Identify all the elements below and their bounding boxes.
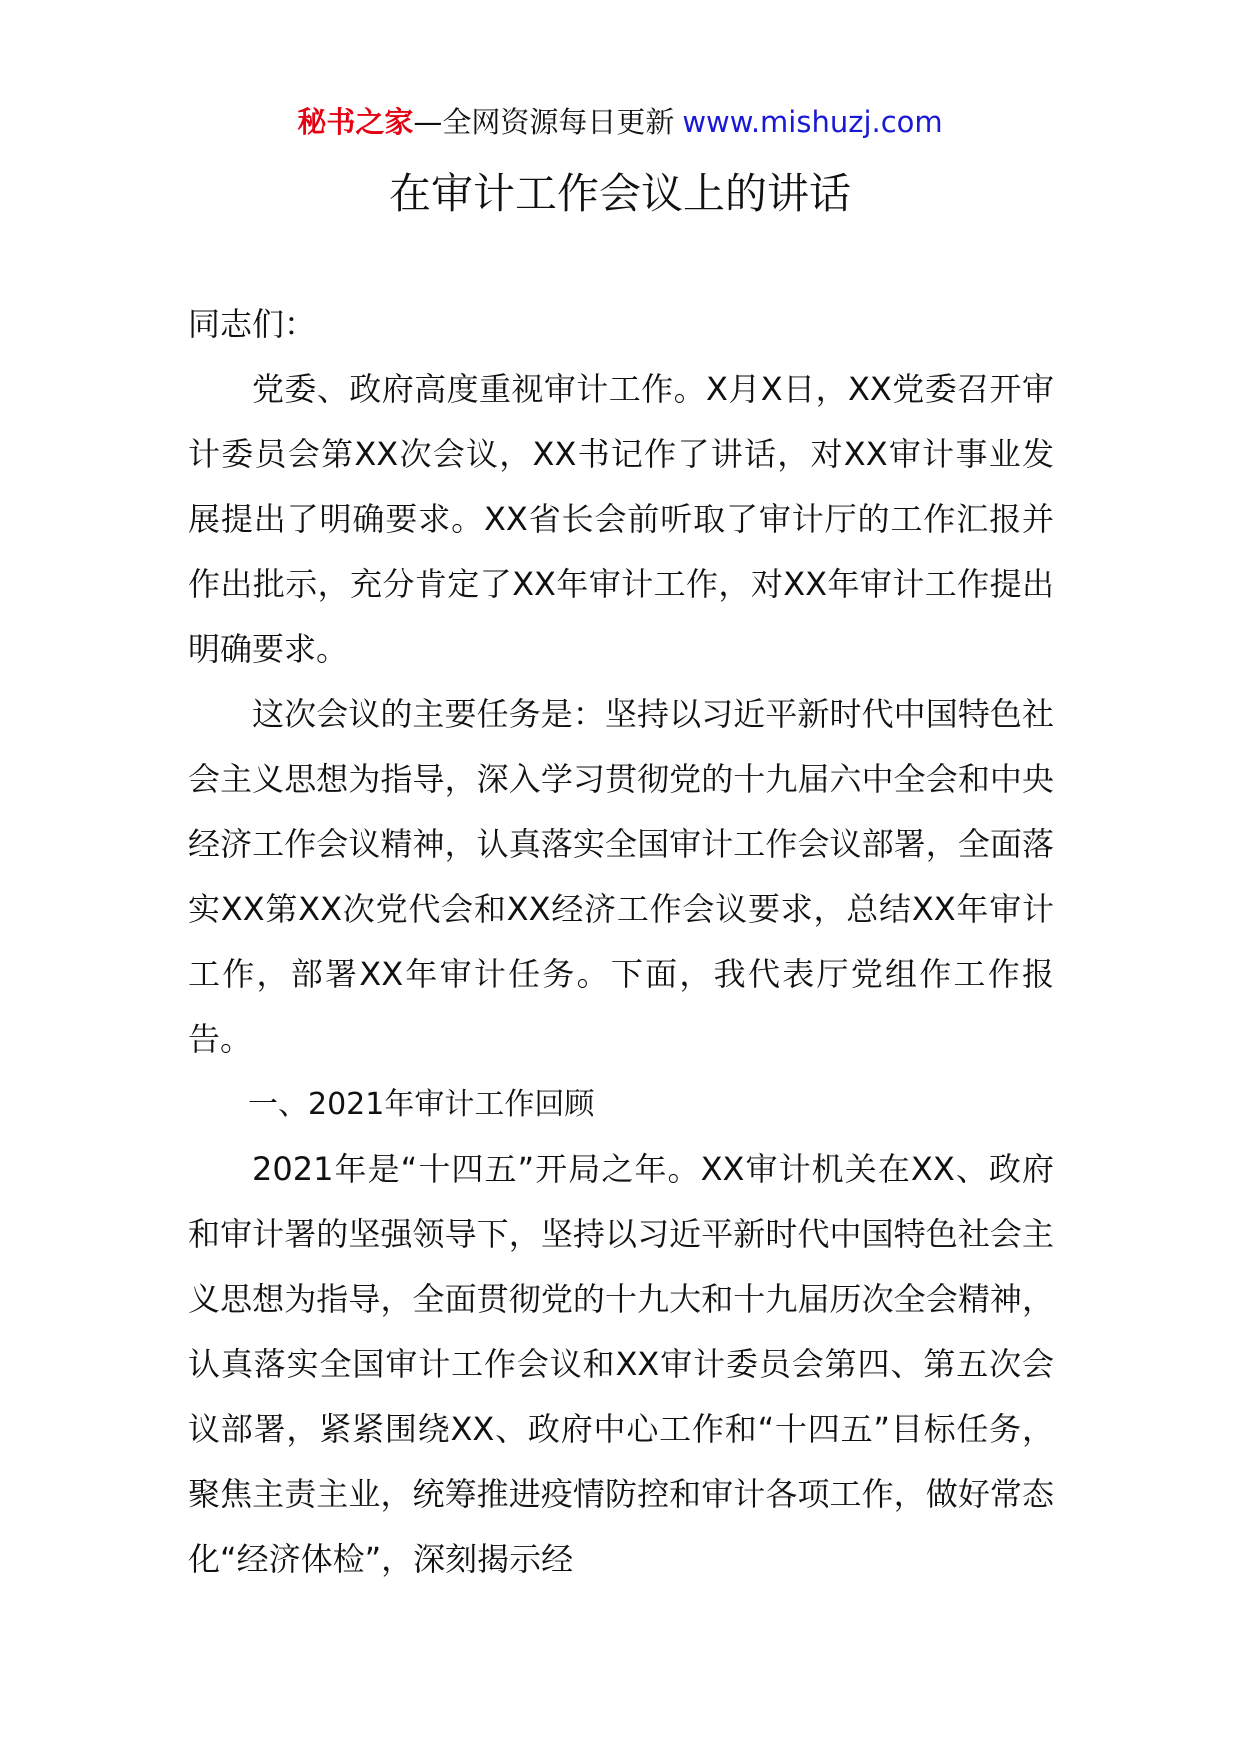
brand-name: 秘书之家 [297, 105, 414, 139]
paragraph-2: 这次会议的主要任务是：坚持以习近平新时代中国特色社会主义思想为指导，深入学习贯彻党的十九届六中全会和中央经济工作会议精神，认真落实全国审计工作会议部署，全面落实XX第XX次党代会和XX经济工作会议要求，总结XX年审计工作，部署XX年审计任务。下面，我代表厅党组作工作报告。 [188, 695, 1054, 1058]
website-link[interactable]: www.mishuzj.com [682, 105, 943, 139]
page-title: 在审计工作会议上的讲话 [388, 169, 851, 218]
section-paragraph: 2021年是“十四五”开局之年。XX审计机关在XX、政府和审计署的坚强领导下，坚持以习近平新时代中国特色社会主义思想为指导，全面贯彻党的十九大和十九届历次全会精神，认真落实全国审计工作会议和XX审计委员会第四、第五次会议部署，紧紧围绕XX、政府中心工作和“十四五”目标任务，聚焦主责主业，统筹推进疫情防控和审计各项工作，做好常态化“经济体检”，深刻揭示经 [188, 1150, 1054, 1578]
paragraph-1: 党委、政府高度重视审计工作。X月X日，XX党委召开审计委员会第XX次会议，XX书记作了讲话，对XX审计事业发展提出了明确要求。XX省长会前听取了审计厅的工作汇报并作出批示，充分肯定了XX年审计工作，对XX年审计工作提出明确要求。 [188, 370, 1054, 668]
section-heading: 一、2021年审计工作回顾 [248, 1087, 595, 1122]
header-banner [0, 100, 1240, 144]
document-body [188, 292, 1054, 1592]
header-tagline: —全网资源每日更新 [413, 105, 675, 139]
salutation: 同志们： [188, 305, 317, 343]
